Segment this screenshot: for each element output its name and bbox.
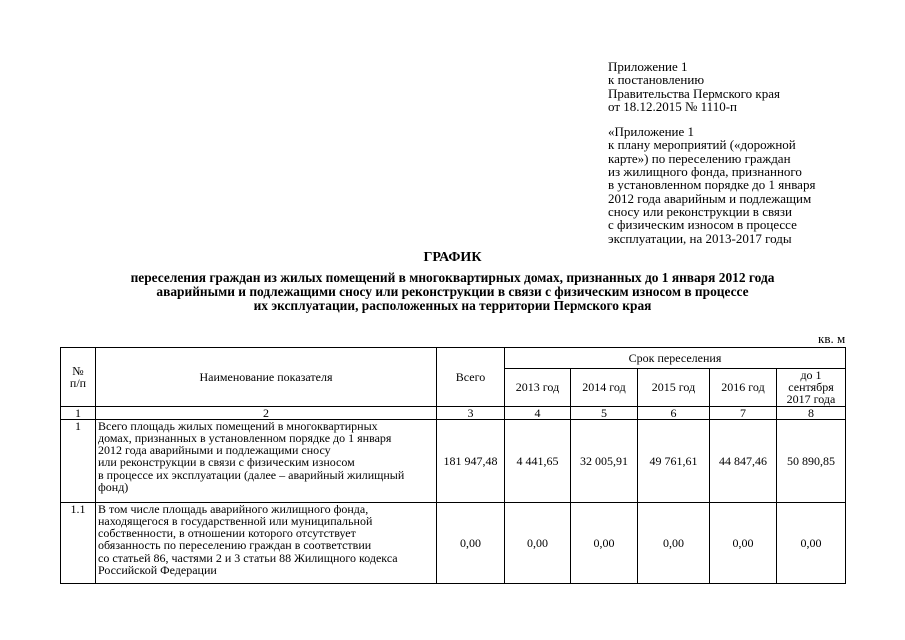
row-value-2015: 49 761,61 [638,419,710,502]
row-value-2014: 32 005,91 [571,419,638,502]
indicator-line: собственности, в отношении которого отсутствует [98,526,356,541]
indicator-line: Всего площадь жилых помещений в многоквартирных [98,418,378,433]
column-index: 5 [571,406,638,419]
column-index: 2 [96,406,437,419]
row-value-total: 0,00 [437,502,505,583]
table-row [61,502,846,583]
header-year: 2015 год [638,369,710,407]
row-value-2015: 0,00 [638,502,710,583]
appendix-line: эксплуатации, на 2013-2017 годы [608,230,792,246]
header-year-last-line: 2017 года [786,392,836,407]
indicator-line: находящегося в государственной или муниципальной [98,514,373,529]
appendix-line: сносу или реконструкции в связи [608,203,793,219]
appendix-line: из жилищного фонда, признанного [608,164,802,180]
appendix-line: к постановлению [608,72,705,88]
indicator-line: фонд) [98,479,129,494]
resettlement-table [60,347,846,584]
indicator-line: Российской Федерации [98,562,217,577]
header-num-symbol: № [72,363,84,378]
row-indicator [96,419,437,502]
indicator-line: домах, признанных в установленном порядке до 1 января [98,431,392,446]
row-value-2013: 4 441,65 [505,419,571,502]
header-indicator: Наименование показателя [96,348,437,407]
row-value-2013: 0,00 [505,502,571,583]
subtitle-line: аварийными и подлежащими сносу или реконструкции в связи с физическим износом в процессе [156,283,749,299]
row-indicator [96,502,437,583]
indicator-line: В том числе площадь аварийного жилищного фонда, [98,501,369,516]
column-index: 6 [638,406,710,419]
units-label: кв. м [818,331,846,346]
row-num: 1.1 [61,502,96,583]
header-num [61,348,96,407]
row-value-2016: 44 847,46 [710,419,777,502]
appendix-line: Приложение 1 [608,59,688,74]
appendix-line: от 18.12.2015 № 1110-п [608,98,737,114]
subtitle-line: переселения граждан из жилых помещений в многоквартирных домах, признанных до 1 января 2012 года [130,270,775,285]
appendix-line: «Приложение 1 [608,124,695,140]
header-num-abbr: п/п [69,375,87,390]
column-index: 1 [61,406,96,419]
table-header-row [61,348,846,369]
subtitle-line: их эксплуатации, расположенных на территории Пермского края [253,297,652,313]
appendix-line: к плану мероприятий («дорожной [608,137,796,153]
appendix-line: в установленном порядке до 1 января [608,177,816,193]
indicator-line: обязанность по переселению граждан в соответствии [98,538,372,553]
table-row [61,419,846,502]
column-index: 3 [437,406,505,419]
row-value-total: 181 947,48 [437,419,505,502]
appendix-note [608,60,888,245]
header-year-last-line: до 1 сентября [788,368,834,395]
header-period: Срок переселения [505,348,846,369]
indicator-line: в процессе их эксплуатации (далее – аварийный жилищный [98,467,405,482]
row-value-2017: 50 890,85 [777,419,846,502]
appendix-line: с физическим износом в процессе [608,217,797,233]
column-index: 8 [777,406,846,419]
column-index: 4 [505,406,571,419]
appendix-line: 2012 года аварийным и подлежащим [608,190,812,206]
header-year: 2014 год [571,369,638,407]
row-value-2017: 0,00 [777,502,846,583]
column-index-row [61,406,846,419]
header-year-last [777,369,846,407]
header-total: Всего [437,348,505,407]
document-subtitle [60,271,845,312]
appendix-line: Правительства Пермского края [608,85,780,101]
row-value-2014: 0,00 [571,502,638,583]
appendix-line: карте») по переселению граждан [608,150,791,166]
indicator-line: или реконструкции в связи с физическим износом [98,455,355,470]
indicator-line: 2012 года аварийными и подлежащими сносу [98,443,331,458]
header-year: 2016 год [710,369,777,407]
document-title: ГРАФИК [423,250,482,265]
column-index: 7 [710,406,777,419]
indicator-line: со статьей 86, частями 2 и 3 статьи 88 Жилищного кодекса [98,550,398,565]
header-year: 2013 год [505,369,571,407]
row-value-2016: 0,00 [710,502,777,583]
row-num: 1 [61,419,96,502]
